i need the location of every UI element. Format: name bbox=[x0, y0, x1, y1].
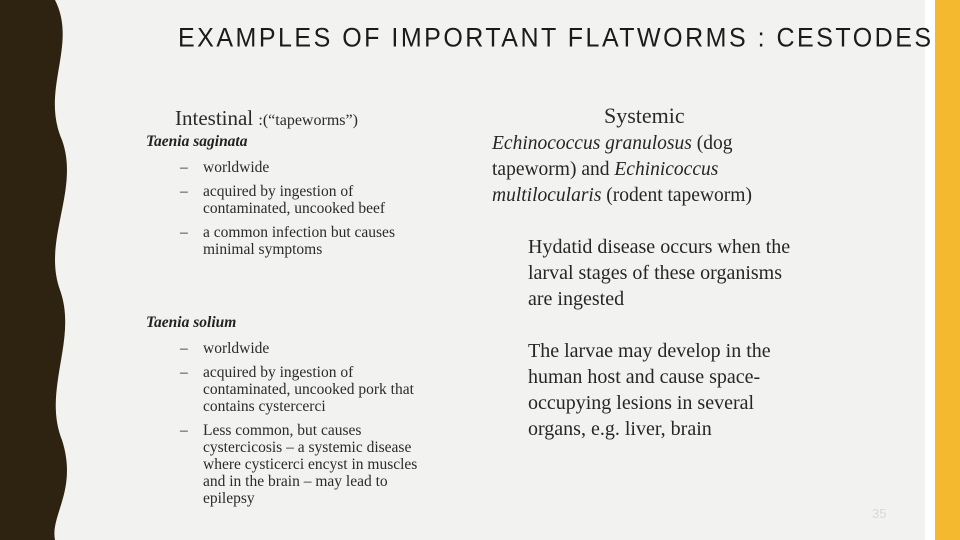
larvae-paragraph: The larvae may develop in the human host and cause space-occupying lesions in several organs, e.g. liver, brain bbox=[528, 340, 771, 440]
intestinal-heading-main: Intestinal bbox=[175, 106, 254, 130]
bullet-dash: – bbox=[180, 159, 188, 176]
systemic-heading: Systemic bbox=[604, 103, 685, 128]
list-item bbox=[180, 340, 440, 357]
slide-title: EXAMPLES OF IMPORTANT FLATWORMS : CESTODES bbox=[178, 23, 934, 53]
intro-text: (dog tapeworm) and bbox=[492, 133, 733, 180]
hydatid-paragraph: Hydatid disease occurs when the larval stages of these organisms are ingested bbox=[528, 236, 791, 310]
bullet-text: worldwide bbox=[203, 159, 270, 176]
species-taenia-saginata: Taenia saginata bbox=[146, 133, 248, 150]
species-echinicoccus-multilocularis: Echinicoccus multilocularis bbox=[492, 159, 719, 206]
right-accent-band bbox=[935, 0, 960, 540]
species-echinococcus-granulosus: Echinococcus granulosus bbox=[492, 133, 692, 154]
list-item bbox=[180, 159, 440, 176]
intestinal-heading bbox=[175, 106, 358, 131]
taenia-solium-list bbox=[180, 340, 440, 514]
bullet-dash: – bbox=[180, 340, 188, 357]
bullet-dash: – bbox=[180, 422, 188, 439]
bullet-text: acquired by ingestion of contaminated, uncooked pork that contains cystercerci bbox=[203, 364, 414, 415]
list-item bbox=[180, 224, 440, 258]
slide-number: 35 bbox=[872, 506, 887, 521]
intro-text: (rodent tapeworm) bbox=[601, 185, 752, 206]
bullet-dash: – bbox=[180, 224, 188, 241]
list-item bbox=[180, 183, 440, 217]
list-item bbox=[180, 422, 440, 507]
intestinal-heading-sub: :(“tapeworms”) bbox=[258, 112, 358, 129]
list-item bbox=[180, 364, 440, 415]
bullet-dash: – bbox=[180, 364, 188, 381]
bullet-text: acquired by ingestion of contaminated, uncooked beef bbox=[203, 183, 386, 217]
bullet-text: Less common, but causes cystercicosis – a systemic disease where cysticerci encyst in muscles and in the brain – may lead to epilepsy bbox=[203, 422, 418, 507]
systemic-intro bbox=[492, 131, 802, 209]
right-margin-strip bbox=[925, 0, 935, 540]
bullet-text: worldwide bbox=[203, 340, 270, 357]
species-taenia-solium: Taenia solium bbox=[146, 314, 237, 331]
bullet-dash: – bbox=[180, 183, 188, 200]
left-decorative-band bbox=[0, 0, 75, 540]
taenia-saginata-list bbox=[180, 159, 440, 265]
bullet-text: a common infection but causes minimal symptoms bbox=[203, 224, 395, 258]
